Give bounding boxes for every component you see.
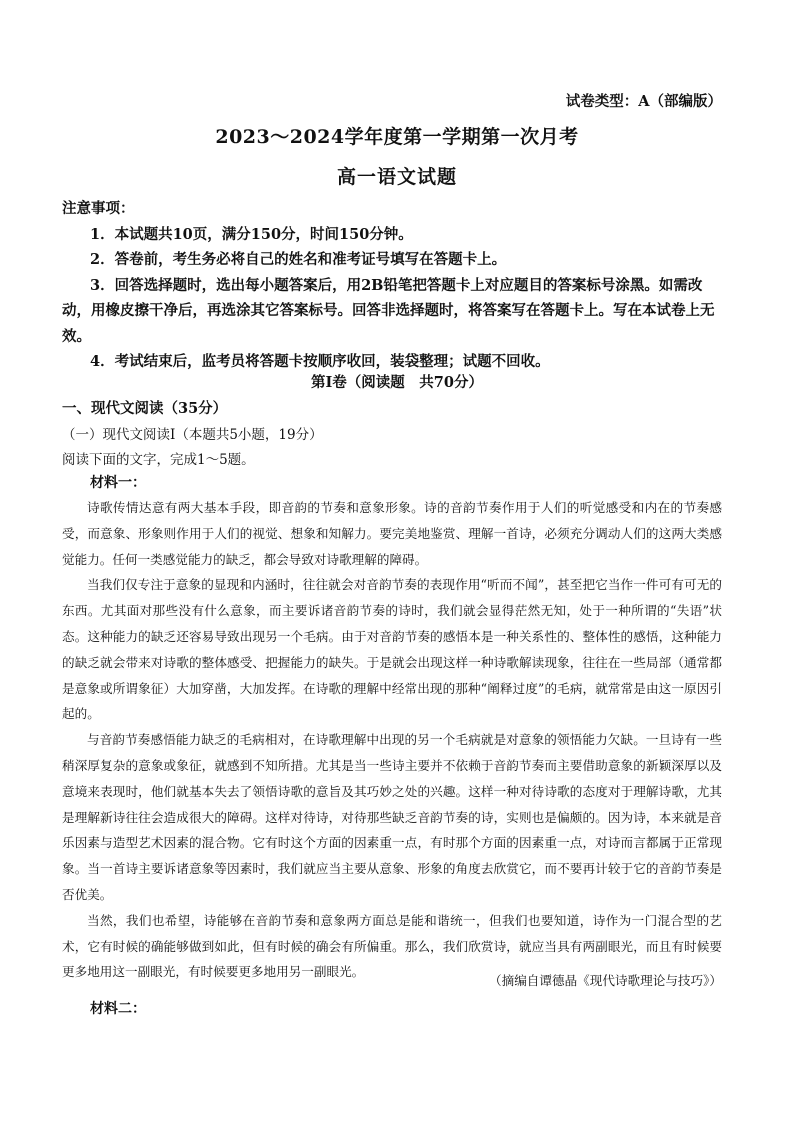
exam-title: 2023～2024学年度第一学期第一次月考: [215, 126, 579, 148]
material-1-paragraph: 与音韵节奏感悟能力缺乏的毛病相对，在诗歌理解中出现的另一个毛病就是对意象的领悟能力欠缺。一旦诗有一些稍深厚复杂的意象或象征，就感到不知所措。尤其是当一些诗主要并不依赖于音韵节奏而主要借助意象的新颖深厚以及意境来表现时，他们就基本失去了领悟诗歌的意旨及其巧妙之处的兴趣。这样一种对待诗歌的态度对于理解诗歌，尤其是理解新诗往往会造成很大的障碍。这样对待诗，对待那些缺乏音韵节奏的诗，实则也是偏颇的。因为诗，本来就是音乐因素与造型艺术因素的混合物。它有时这个方面的因素重一点，有时那个方面的因素重一点，对诗而言都属于正常现象。当一首诗主要诉诸意象等因素时，我们就应当主要从意象、形象的角度去欣赏它，而不要再计较于它的音韵节奏是否优美。: [62, 732, 722, 902]
material-1-source: （摘编自谭德晶《现代诗歌理论与技巧》）: [489, 973, 722, 988]
material-1-paragraph: 诗歌传情达意有两大基本手段，即音韵的节奏和意象形象。诗的音韵节奏作用于人们的听觉感受和内在的节奏感受，而意象、形象则作用于人们的视觉、想象和知解力。要完美地鉴赏、理解一首诗，必须充分调动人们的这两大类感觉能力。任何一类感觉能力的缺乏，都会导致对诗歌理解的障碍。: [62, 500, 722, 567]
material-1-paragraph: 当然，我们也希望，诗能够在音韵节奏和意象两方面总是能和谐统一，但我们也要知道，诗作为一门混合型的艺术，它有时候的确能够做到如此，但有时候的确会有所偏重。那么，我们欣赏诗，就应当具有两副眼光，而且有时候要更多地用这一副眼光，有时候要更多地用另一副眼光。: [62, 912, 722, 980]
material-1-label: 材料一：: [90, 475, 146, 491]
material-2-label: 材料二：: [90, 1001, 146, 1017]
volume-title: 第Ⅰ卷（阅读题 共70分）: [311, 374, 483, 391]
section-title: 一、现代文阅读（35分）: [62, 400, 228, 417]
notes-item-4: 4．考试结束后，监考员将答题卡按顺序收回，装袋整理；试题不回收。: [90, 353, 550, 370]
section-subtitle: （一）现代文阅读Ⅰ（本题共5小题，19分）: [62, 427, 323, 443]
notes-item-3: 3．回答选择题时，选出每小题答案后，用2B铅笔把答题卡上对应题目的答案标号涂黑。如需改动，用橡皮擦干净后，再选涂其它答案标号。回答非选择题时，将答案写在答题卡上。写在本试卷上无效。: [62, 276, 715, 345]
exam-subtitle: 高一语文试题: [336, 166, 457, 188]
exam-notes: [62, 196, 722, 375]
material-1-text: [62, 495, 722, 985]
section-instruction: 阅读下面的文字，完成1～5题。: [62, 452, 255, 468]
material-1-paragraph: 当我们仅专注于意象的显现和内涵时，往往就会对音韵节奏的表现作用“听而不闻”，甚至把它当作一件可有可无的东西。尤其面对那些没有什么意象，而主要诉诸音韵节奏的诗时，我们就会显得茫然无知，处于一种所谓的“失语”状态。这种能力的缺乏还容易导致出现另一个毛病。由于对音韵节奏的感悟本是一种关系性的、整体性的感悟，这种能力的缺乏就会带来对诗歌的整体感受、把握能力的缺失。于是就会出现这样一种诗歌解读现象，往往在一些局部（通常都是意象或所谓象征）大加穿凿，大加发挥。在诗歌的理解中经常出现的那种“阐释过度”的毛病，就常常是由这一原因引起的。: [62, 577, 722, 722]
notes-heading: 注意事项：: [62, 200, 135, 217]
notes-item-1: 1．本试题共10页，满分150分，时间150分钟。: [90, 225, 413, 243]
exam-type-label: 试卷类型：A（部编版）: [565, 93, 722, 110]
notes-item-2: 2．答卷前，考生务必将自己的姓名和准考证号填写在答题卡上。: [90, 251, 507, 268]
